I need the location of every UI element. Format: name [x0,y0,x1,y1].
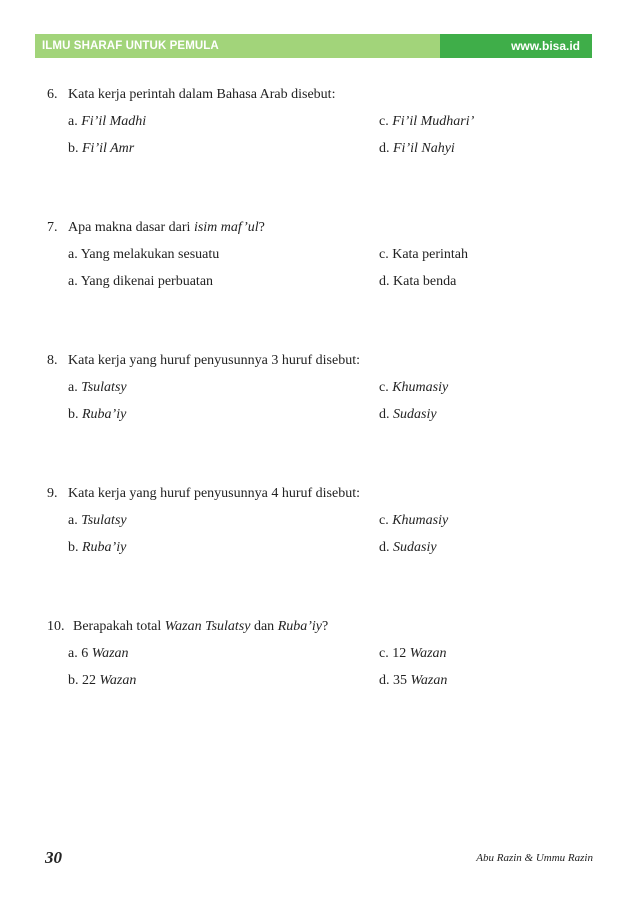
question-stem [47,481,567,507]
option-d: d. Fi’il Nahyi [379,141,455,156]
book-title: ILMU SHARAF UNTUK PEMULA [35,34,440,58]
option-row [47,374,567,401]
question-text: Berapakah total Wazan Tsulatsy dan Ruba’iy? [73,619,329,634]
option-row [47,667,567,694]
option-b: a. Yang dikenai perbuatan [68,274,214,289]
option-b: b. Fi’il Amr [68,141,135,156]
option-c: c. 12 Wazan [379,646,447,661]
question-stem [47,614,567,640]
page-header [35,34,592,58]
question-list [47,82,567,694]
option-a: a. Tsulatsy [68,380,127,395]
question-text: Kata kerja yang huruf penyusunnya 4 huruf disebut: [68,486,360,501]
option-row [47,135,567,162]
option-row [47,241,567,268]
question-number: 6. [47,87,58,102]
option-d: d. Sudasiy [379,540,437,555]
option-row [47,507,567,534]
option-a: a. Yang melakukan sesuatu [68,247,220,262]
question-number: 10. [47,619,65,634]
page-number: 30 [45,848,62,867]
question-8 [47,348,567,428]
question-stem [47,215,567,241]
question-stem [47,348,567,374]
option-d: d. 35 Wazan [379,673,448,688]
website-link[interactable]: www.bisa.id [440,34,592,58]
option-a: a. 6 Wazan [68,646,129,661]
option-a: a. Tsulatsy [68,513,127,528]
question-text: Kata kerja yang huruf penyusunnya 3 huruf disebut: [68,353,360,368]
question-9 [47,481,567,561]
option-row [47,640,567,667]
option-b: b. Ruba’iy [68,407,127,422]
option-c: c. Khumasiy [379,380,449,395]
question-number: 8. [47,353,58,368]
option-c: c. Khumasiy [379,513,449,528]
option-row [47,534,567,561]
option-c: c. Kata perintah [379,247,469,262]
option-a: a. Fi’il Madhi [68,114,147,129]
option-row [47,108,567,135]
option-row [47,401,567,428]
option-d: d. Sudasiy [379,407,437,422]
option-d: d. Kata benda [379,274,457,289]
question-number: 9. [47,486,58,501]
author-credit: Abu Razin & Ummu Razin [476,852,593,864]
question-7 [47,215,567,295]
option-b: b. Ruba’iy [68,540,127,555]
question-text: Kata kerja perintah dalam Bahasa Arab disebut: [68,87,336,102]
option-row [47,268,567,295]
question-number: 7. [47,220,58,235]
question-6 [47,82,567,162]
question-text: Apa makna dasar dari isim maf’ul? [68,220,265,235]
question-stem [47,82,567,108]
option-c: c. Fi’il Mudhari’ [379,114,475,129]
question-10 [47,614,567,694]
option-b: b. 22 Wazan [68,673,137,688]
